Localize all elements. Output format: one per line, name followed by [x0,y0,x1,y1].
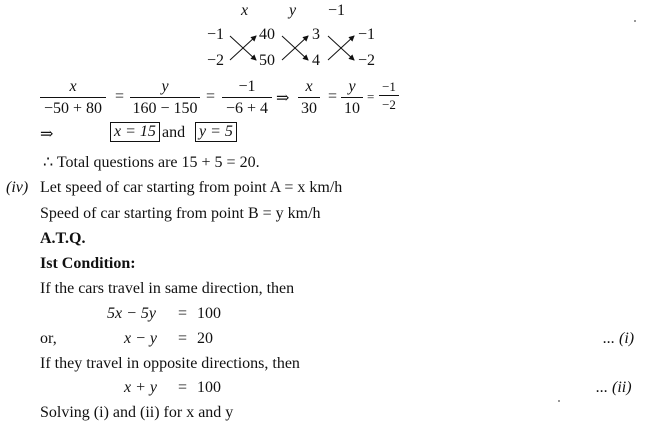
fraction-minus-one-over-minus-two [379,80,399,112]
top-coef-1: −1 [207,26,225,43]
y-result-box: y = 5 [195,122,237,142]
equals-sign: = [328,88,338,105]
equation-2-lhs: x − y [124,330,157,347]
fraction-numerator: y [348,78,356,95]
header-y: y [289,2,297,19]
implies-arrow: ⇒ [40,126,54,143]
fraction-bar [298,97,320,98]
fraction-bar [379,95,399,96]
fraction-denominator: −50 + 80 [43,100,103,117]
fraction-minus-one-over-sum [222,78,272,118]
equation-1-lhs: 5x − 5y [107,305,156,322]
atq-heading: A.T.Q. [40,230,86,247]
equation-2-equals: = [178,330,188,347]
and-text: and [162,124,186,141]
fraction-bar [222,97,272,98]
bottom-coef-4: −2 [358,52,376,69]
condition-heading: Ist Condition: [40,255,136,272]
equals-sign: = [367,89,375,104]
speed-b-line: Speed of car starting from point B = y km/h [40,205,321,222]
fraction-numerator: x [69,78,77,95]
solving-line: Solving (i) and (ii) for x and y [40,404,234,421]
fraction-denominator: 160 − 150 [132,100,198,117]
equation-1-equals: = [178,305,188,322]
fraction-y-over-diff [130,78,200,118]
bottom-coef-1: −2 [207,52,225,69]
fraction-denominator: 10 [344,100,360,117]
cross-arrows [222,28,372,68]
top-coef-2: 40 [259,26,275,43]
top-coef-3: 3 [312,26,320,43]
fraction-denominator: −6 + 4 [225,100,269,117]
opposite-direction-line: If they travel in opposite directions, then [40,355,300,372]
fraction-denominator: −2 [382,97,396,112]
part-label: (iv) [6,179,29,196]
fraction-bar [130,97,200,98]
top-coef-4: −1 [358,26,376,43]
equation-1-rhs: 100 [197,305,221,322]
bottom-coef-2: 50 [259,52,275,69]
equation-tag-i: ... (i) [603,330,635,347]
equation-3-rhs: 100 [197,379,221,396]
fraction-x-over-30 [298,78,320,118]
same-direction-line: If the cars travel in same direction, then [40,280,295,297]
x-result-box: x = 15 [110,122,160,142]
speck-top-right [634,20,636,22]
header-x: x [241,2,249,19]
or-label: or, [40,330,57,347]
bottom-coef-3: 4 [312,52,320,69]
implies-arrow: ⇒ [276,90,290,107]
total-questions-line: ∴ Total questions are 15 + 5 = 20. [43,154,260,171]
equation-3-equals: = [178,379,188,396]
fraction-numerator: −1 [382,79,396,94]
speed-a-line: Let speed of car starting from point A = x km/h [40,179,343,196]
equation-2-rhs: 20 [197,330,213,347]
equation-3-lhs: x + y [124,379,157,396]
fraction-numerator: y [161,78,169,95]
equals-sign: = [115,88,125,105]
fraction-x-over-sum [40,78,106,118]
equals-sign: = [206,88,216,105]
fraction-y-over-10 [341,78,363,118]
fraction-bar [40,97,106,98]
equation-tag-ii: ... (ii) [596,379,632,396]
fraction-numerator: x [305,78,313,95]
fraction-denominator: 30 [301,100,317,117]
fraction-bar [341,97,363,98]
speck-bottom-right [558,400,560,402]
fraction-numerator: −1 [238,78,256,95]
header-minus-one: −1 [328,2,346,19]
